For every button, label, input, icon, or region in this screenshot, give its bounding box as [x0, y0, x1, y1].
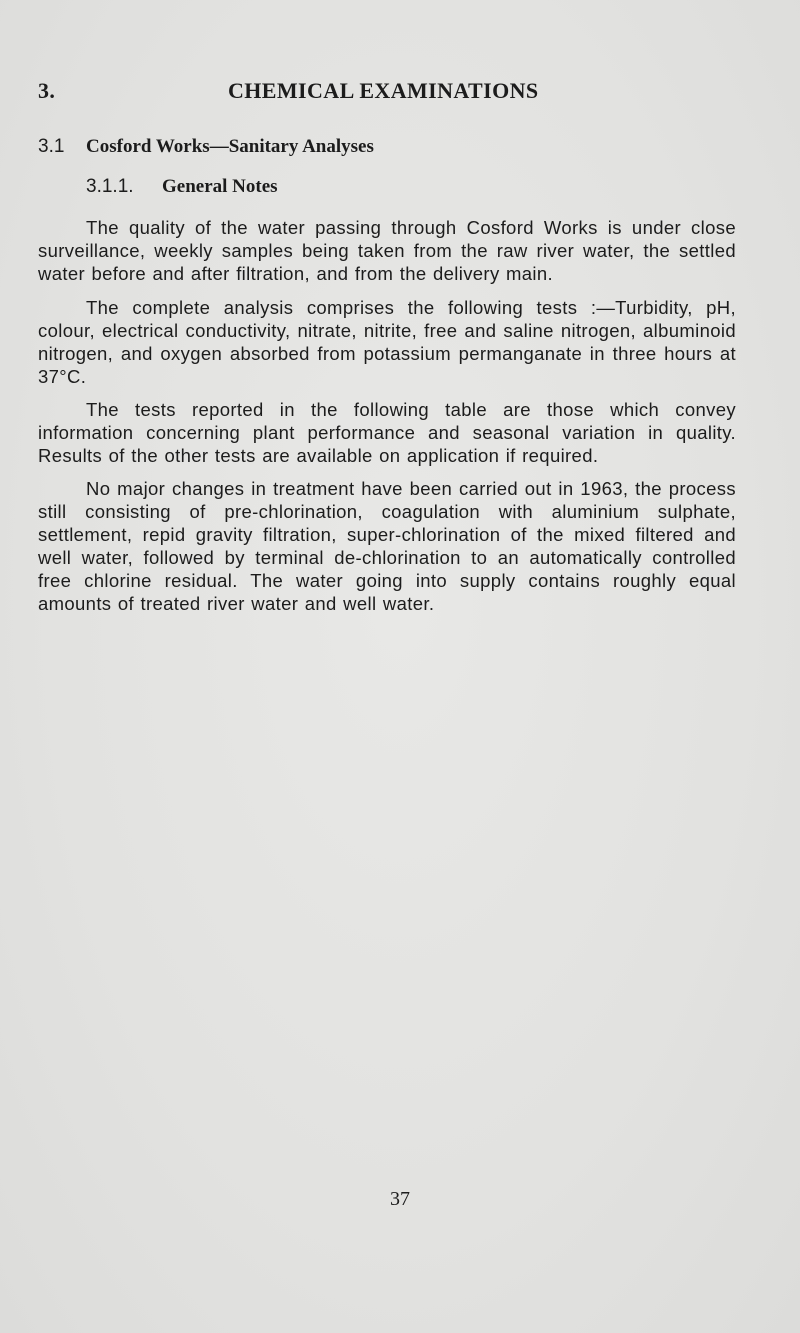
chapter-title: CHEMICAL EXAMINATIONS: [228, 78, 539, 103]
section-heading: [38, 136, 374, 158]
section-title: Cosford Works—Sanitary Analyses: [86, 136, 374, 157]
subsection-number: 3.1.1.: [86, 176, 134, 197]
paragraph-treatment-process: No major changes in treatment have been carried out in 1963, the process still consisting of pre-chlorination, coagulation with aluminium sulphate, settlement, repid gravity filtration, super-chlorination of the mixed filtered and well water, followed by terminal de-chlorination to an automatically controlled free chlorine residual. The water going into supply contains roughly equal amounts of treated river water and well water.: [38, 478, 736, 614]
page-number: 37: [390, 1188, 410, 1210]
subsection-title: General Notes: [162, 176, 278, 197]
paragraph-sampling: The quality of the water passing through Cosford Works is under close surveillance, weekly samples being taken from the raw river water, the settled water before and after filtration, and from the delivery main.: [38, 217, 736, 284]
subsection-heading: [86, 176, 278, 198]
paragraph-reported-tests: The tests reported in the following table are those which convey information concerning plant performance and seasonal variation in quality. Results of the other tests are available on application if required.: [38, 399, 736, 466]
paragraph-analysis-tests: The complete analysis comprises the following tests :—Turbidity, pH, colour, electrical conductivity, nitrate, nitrite, free and saline nitrogen, albuminoid nitrogen, and oxygen absorbed from potassium permanganate in three hours at 37°C.: [38, 297, 736, 387]
section-number: 3.1: [38, 136, 65, 157]
chapter-number: 3.: [38, 78, 56, 103]
